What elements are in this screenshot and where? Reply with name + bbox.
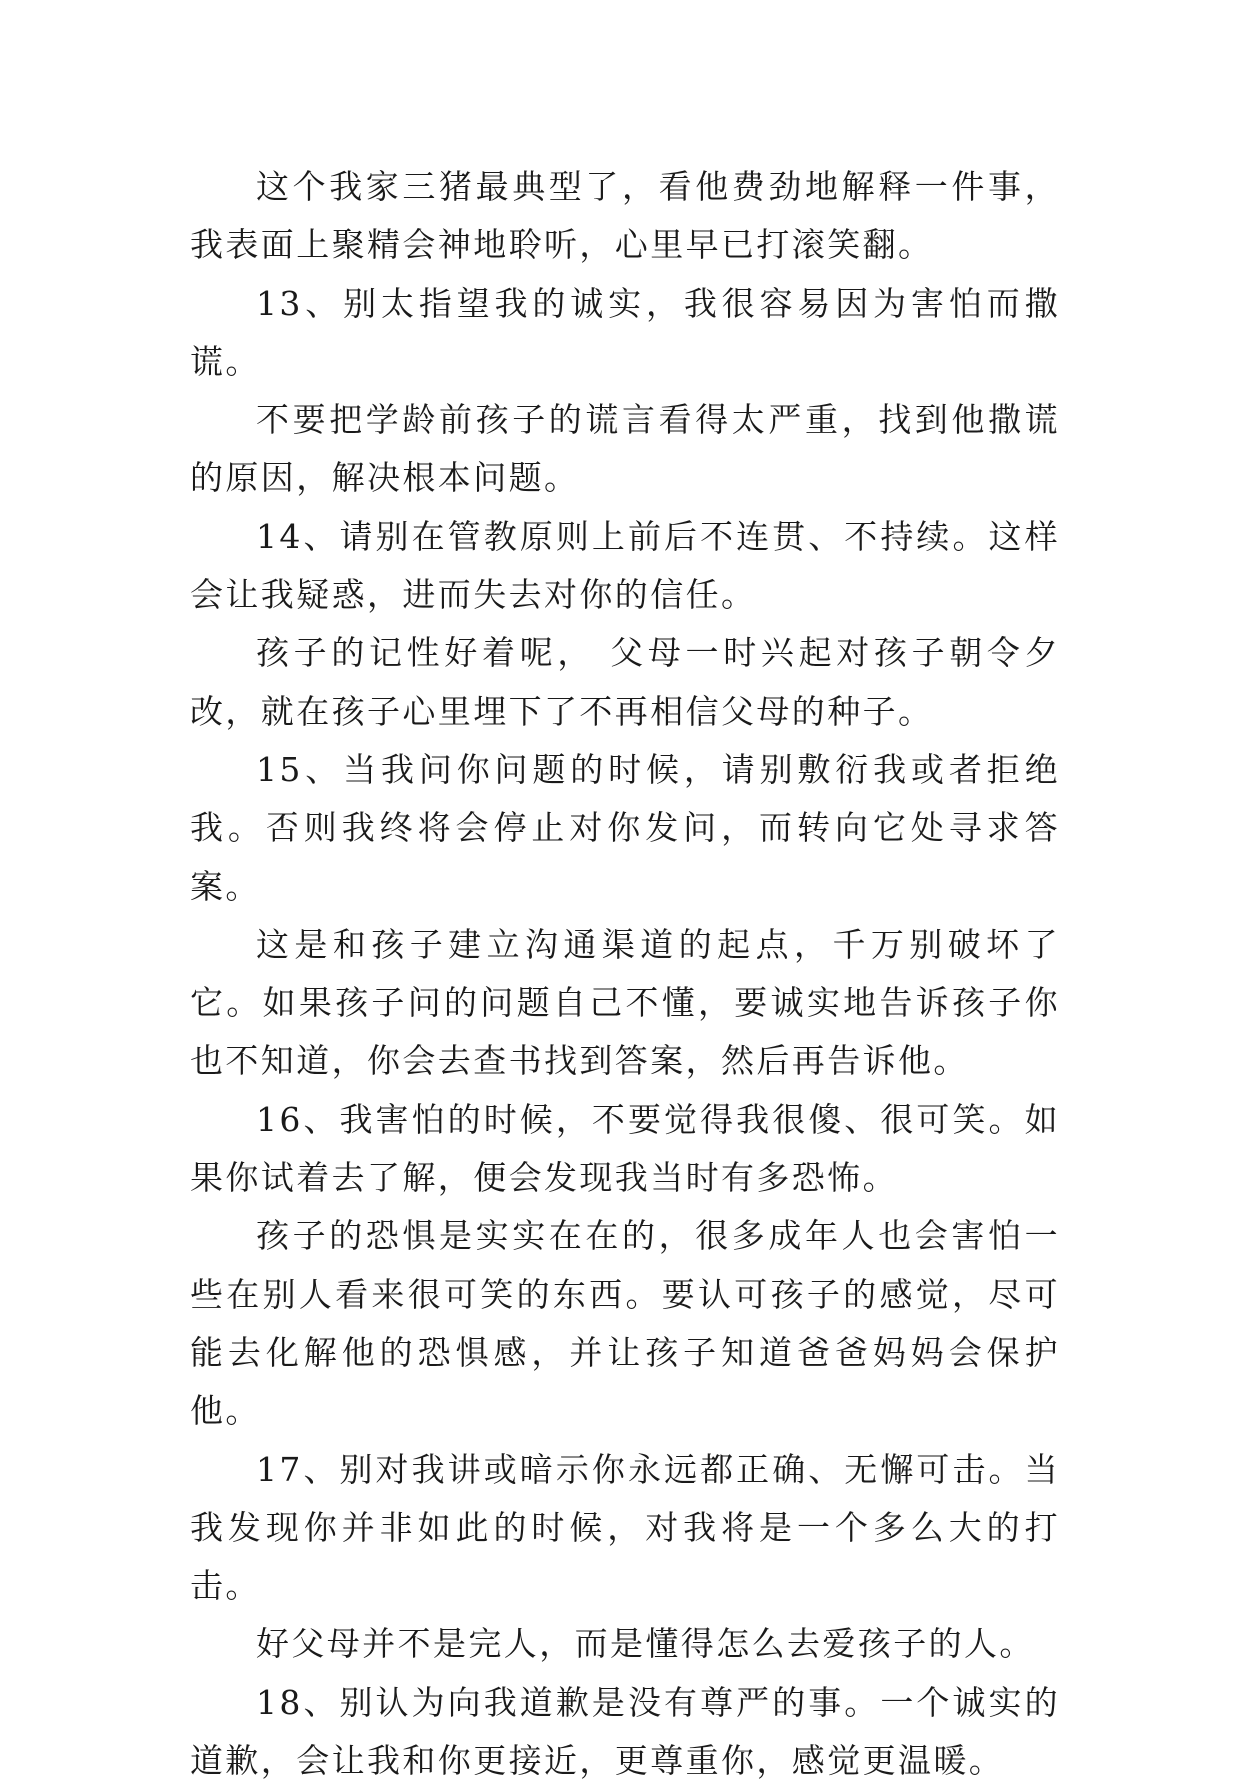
paragraph-8: 16、我害怕的时候，不要觉得我很傻、很可笑。如果你试着去了解，便会发现我当时有多恐怖。	[190, 1099, 1060, 1198]
paragraph-2: 13、别太指望我的诚实，我很容易因为害怕而撒谎。	[190, 283, 1060, 381]
paragraph-9: 孩子的恐惧是实实在在的，很多成年人也会害怕一些在别人看来很可笑的东西。要认可孩子的感觉，尽可能去化解他的恐惧感，并让孩子知道爸爸妈妈会保护他。	[190, 1216, 1060, 1431]
paragraph-11: 好父母并不是完人，而是懂得怎么去爱孩子的人。	[256, 1624, 1035, 1664]
paragraph-3: 不要把学龄前孩子的谎言看得太严重，找到他撒谎的原因，解决根本问题。	[190, 400, 1060, 498]
document-body	[190, 158, 1060, 1790]
paragraph-12: 18、别认为向我道歉是没有尊严的事。一个诚实的道歉，会让我和你更接近，更尊重你，感觉更温暖。	[190, 1682, 1060, 1781]
paragraph-10: 17、别对我讲或暗示你永远都正确、无懈可击。当我发现你并非如此的时候，对我将是一个多么大的打击。	[190, 1449, 1060, 1606]
paragraph-6: 15、当我问你问题的时候，请别敷衍我或者拒绝我。否则我终将会停止对你发问，而转向它处寻求答案。	[190, 749, 1060, 906]
paragraph-5: 孩子的记性好着呢， 父母一时兴起对孩子朝令夕改，就在孩子心里埋下了不再相信父母的种子。	[190, 633, 1060, 731]
paragraph-7: 这是和孩子建立沟通渠道的起点，千万别破坏了它。如果孩子问的问题自己不懂，要诚实地告诉孩子你也不知道，你会去查书找到答案，然后再告诉他。	[190, 924, 1060, 1081]
paragraph-4: 14、请别在管教原则上前后不连贯、不持续。这样会让我疑惑，进而失去对你的信任。	[190, 516, 1060, 615]
paragraph-1: 这个我家三猪最典型了，看他费劲地解释一件事，我表面上聚精会神地聆听，心里早已打滚笑翻。	[190, 167, 1060, 265]
